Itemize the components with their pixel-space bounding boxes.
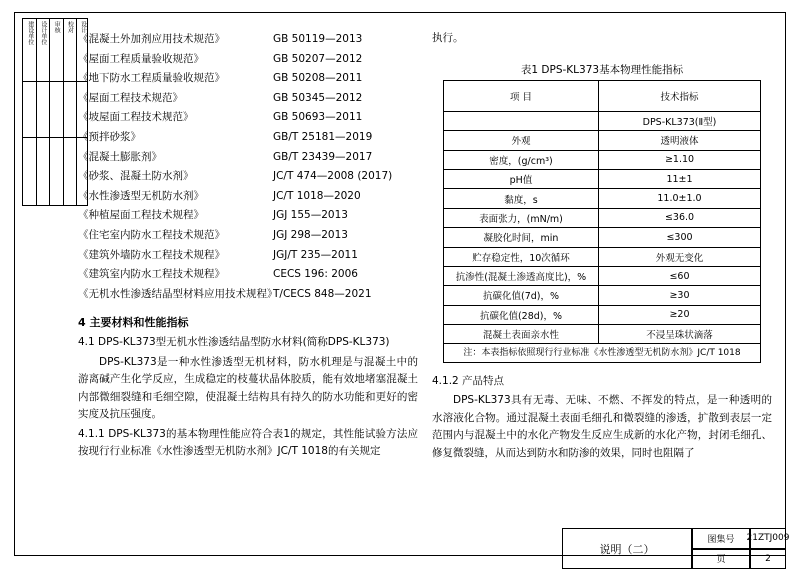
list-item: 《住宅室内防水工程技术规范》 JGJ 298—2013 [78,228,348,241]
cell-value: 11±1 [599,170,761,189]
cell-value: ≤60 [599,266,761,285]
list-item: 《砂浆、混凝土防水剂》 JC/T 474—2008 (2017) [78,170,393,183]
list-item: 《混凝土外加剂应用技术规范》 GB 50119—2013 [78,33,363,45]
cell-value: 不浸呈珠状滴落 [599,325,761,344]
cell-item: pH值 [444,170,599,189]
table-row [444,325,761,344]
sub-heading: 4.1 DPS-KL373型无机水性渗透结晶型防水材料(简称DPS-KL373) [78,336,390,349]
table-row [444,266,761,285]
table-header-value: 技术指标 [599,80,761,111]
table-row [444,150,761,169]
cell-value: 外观无变化 [599,247,761,266]
list-item: 《地下防水工程质量验收规范》 GB 50208—2011 [78,72,363,85]
title-block-caption-box [562,528,692,569]
cell-value: ≥1.10 [599,150,761,169]
sheet-caption: 说明（二） [599,542,655,556]
cell-item: 抗碳化值(7d)，% [444,286,599,305]
sub-heading-2: 4.1.2 产品特点 [432,374,505,387]
stamp-col-3: 审核 [53,21,61,33]
list-item: 《屋面工程质量验收规范》 GB 50207—2012 [78,52,363,65]
table-subheader-row [444,111,761,130]
table-row [444,228,761,247]
cell-value: 11.0±1.0 [599,189,761,208]
table-title: 表1 DPS-KL373基本物理性能指标 [520,63,684,76]
table-header-row [444,80,761,111]
cell-item: 凝胶化时间，min [444,228,599,247]
paragraph-2: 4.1.1 DPS-KL373的基本物理性能应符合表1的规定，其性能试验方法应按现行行业标准《水性渗透型无机防水剂》JC/T 1018的有关规定 [78,427,418,458]
cell-item: 表面张力，(mN/m) [444,208,599,227]
cell-value: ≤36.0 [599,208,761,227]
set-number-label: 图集号 [707,534,735,545]
cell-value: ≥20 [599,305,761,324]
table-header-item: 项 目 [444,80,599,111]
list-item: 《屋面工程技术规范》 GB 50345—2012 [78,91,363,104]
list-item: 《坡屋面工程技术规范》 GB 50693—2011 [78,111,363,124]
paragraph-3: DPS-KL373具有无毒、无味、不燃、不挥发的特点，是一种透明的水溶液化合物。通过混凝土表面毛细孔和微裂缝的渗透，扩散到表层一定范围内与混凝土中的水化产物发生反应生成新的水化产物，封闭毛细孔、修复微裂缝，从而达到防水和防渗的效果，同时也阻隔了 [432,394,772,459]
stamp-col-5: 设计 [79,21,87,33]
list-item: 《建筑室内防水工程技术规程》 CECS 196: 2006 [78,268,358,281]
stamp-col-4: 校对 [66,21,74,33]
list-item: 《建筑外墙防水工程技术规程》 JGJ/T 235—2011 [78,248,358,261]
left-text-column [78,30,418,461]
table-row [444,305,761,324]
page-label-box [692,549,750,569]
title-block [562,528,790,569]
stamp-col-1: 建设单位 [26,21,34,45]
list-item: 《预拌砂浆》 GB/T 25181—2019 [78,130,373,143]
cell-value: ≤300 [599,228,761,247]
list-item: 《种植屋面工程技术规程》 JGJ 155—2013 [78,209,348,222]
cell-item: 密度，(g/cm³) [444,150,599,169]
page-label: 页 [716,555,726,566]
set-number-value: 21ZTJ009 [746,533,790,544]
cell-item: 抗碳化值(28d)，% [444,305,599,324]
table-note-row [444,344,761,362]
page-number-box [750,549,786,569]
cell-value: ≥30 [599,286,761,305]
table-subheader-blank [444,111,599,130]
table-row [444,208,761,227]
table-row [444,170,761,189]
spec-table [443,80,761,363]
standards-list [78,30,418,304]
table-row [444,131,761,150]
set-number-label-box [692,528,750,549]
cell-item: 贮存稳定性，10次循环 [444,247,599,266]
section-heading: 4 主要材料和性能指标 [78,316,189,330]
cell-item: 抗渗性(混凝土渗透高度比)，% [444,266,599,285]
cell-value: 透明液体 [599,131,761,150]
continuation-line: 执行。 [432,32,464,44]
cell-item: 混凝土表面亲水性 [444,325,599,344]
cell-item: 外观 [444,131,599,150]
table-row [444,247,761,266]
table-subheader-value: DPS-KL373(Ⅱ型) [599,111,761,130]
page-number: 2 [765,553,771,564]
set-number-value-box [746,528,790,549]
paragraph-1: DPS-KL373是一种水性渗透型无机材料，防水机理是与混凝土中的游离碱产生化学反应，生成稳定的枝蔓状晶体胶质，能有效地堵塞混凝土内部微细裂缝和毛细空隙，使混凝土结构具有持久的防水功能和更好的密实度及抗压强度。 [78,355,418,421]
table-note: 注：本表指标依照现行行业标准《水性渗透型无机防水剂》JC/T 1018 [444,344,761,362]
cell-item: 黏度，s [444,189,599,208]
list-item: 《无机水性渗透结晶型材料应用技术规程》 T/CECS 848—2021 [78,287,372,300]
list-item: 《混凝土膨胀剂》 GB/T 23439—2017 [78,150,373,163]
right-text-column [432,30,772,462]
stamp-col-2: 设计单位 [39,21,47,45]
list-item: 《水性渗透型无机防水剂》 JC/T 1018—2020 [78,189,361,202]
table-row [444,189,761,208]
table-row [444,286,761,305]
